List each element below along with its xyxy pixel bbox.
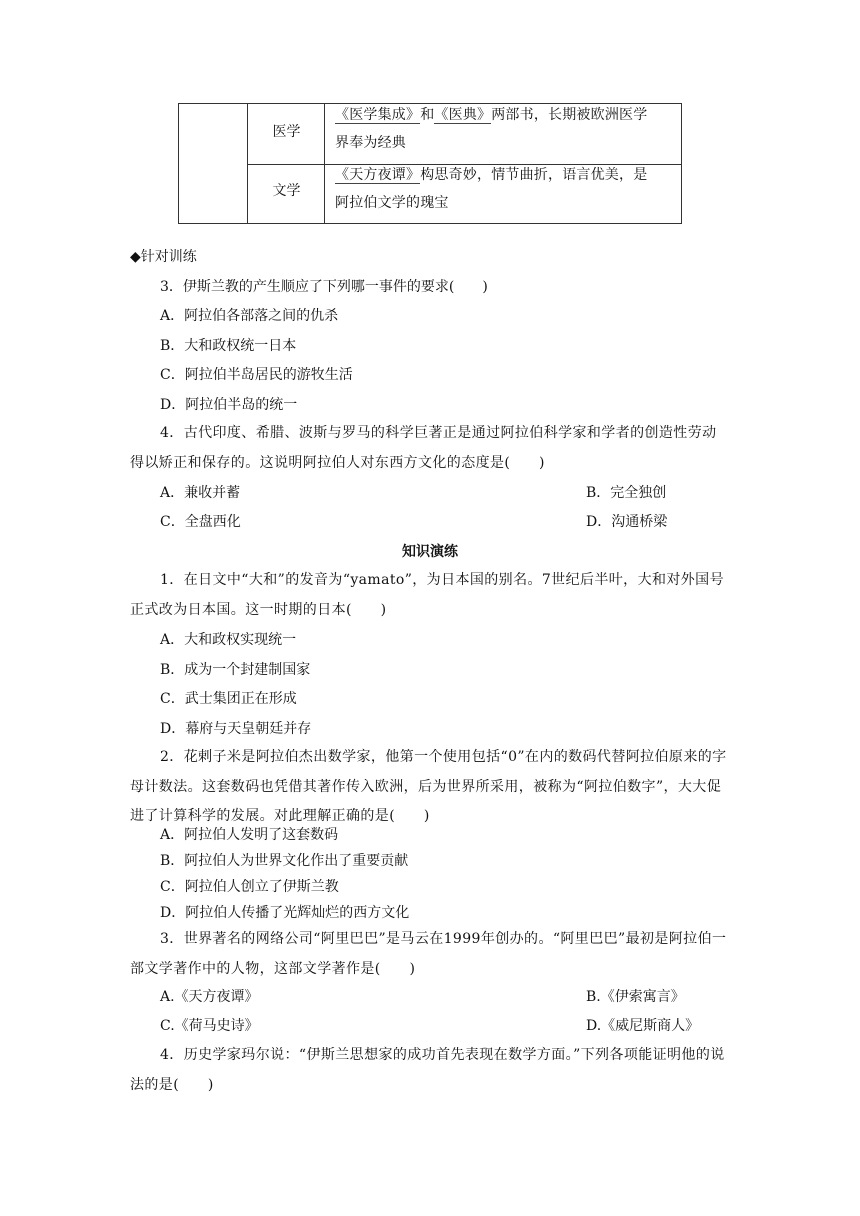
- option-a: A．阿拉伯人发明了这套数码: [160, 827, 339, 843]
- option-c: C．全盘西化: [160, 514, 241, 530]
- question-stem: 4．历史学家玛尔说：“伊斯兰思想家的成功首先表现在数学方面。”下列各项能证明他的说法的是( ): [130, 1047, 725, 1093]
- option-a: A．兼收并蓄: [160, 485, 241, 501]
- book-title: 《天方夜谭》: [335, 167, 421, 183]
- table-row-label-literature: 文学: [272, 183, 301, 199]
- option-a: A．阿拉伯各部落之间的仇杀: [160, 308, 339, 324]
- book-title: 《医典》: [434, 107, 492, 123]
- summary-table: [178, 103, 682, 224]
- option-a: A．大和政权实现统一: [160, 632, 297, 648]
- option-c: C．武士集团正在形成: [160, 691, 297, 707]
- table-row-label-medicine: 医学: [272, 124, 301, 140]
- question-stem: 2．花剌子米是阿拉伯杰出数学家，他第一个使用包括“0”在内的数码代替阿拉伯原来的字母计数法。这套数码也凭借其著作传入欧洲，后为世界所采用，被称为“阿拉伯数字”，大大促进了计算科学的发展。对此理解正确的是( ): [130, 749, 727, 825]
- option-d: D．阿拉伯人传播了光辉灿烂的西方文化: [160, 905, 410, 921]
- text-fragment: 构思奇妙，情节曲折，语言优美，是: [420, 167, 648, 183]
- option-c: C.《荷马史诗》: [160, 1018, 259, 1034]
- table-row-text-literature: [335, 161, 675, 217]
- book-title: 《医学集成》: [335, 107, 421, 123]
- conjunction: 和: [420, 107, 435, 123]
- text-fragment: 阿拉伯文学的瑰宝: [335, 195, 449, 211]
- option-d: D．阿拉伯半岛的统一: [160, 397, 298, 413]
- option-b: B．大和政权统一日本: [160, 338, 297, 354]
- option-c: C．阿拉伯半岛居民的游牧生活: [160, 367, 353, 383]
- table-row-text-medicine: [335, 101, 675, 157]
- question-stem: 4．古代印度、希腊、波斯与罗马的科学巨著正是通过阿拉伯科学家和学者的创造性劳动得以矫正和保存的。这说明阿拉伯人对东西方文化的态度是( ): [130, 425, 717, 471]
- section-heading-exercise: 知识演练: [402, 544, 458, 560]
- option-b: B．阿拉伯人为世界文化作出了重要贡献: [160, 853, 409, 869]
- text-fragment: 两部书，长期被欧洲医学: [491, 107, 648, 123]
- section-label-practice: ◆针对训练: [130, 249, 197, 265]
- text-fragment: 界奉为经典: [335, 135, 406, 151]
- table-merged-cell: [179, 104, 248, 223]
- option-c: C．阿拉伯人创立了伊斯兰教: [160, 879, 339, 895]
- option-d: D.《威尼斯商人》: [586, 1018, 700, 1034]
- option-d: D．幕府与天皇朝廷并存: [160, 721, 312, 737]
- option-b: B．成为一个封建制国家: [160, 662, 311, 678]
- option-a: A.《天方夜谭》: [160, 989, 259, 1005]
- option-b: B.《伊索寓言》: [586, 989, 685, 1005]
- option-b: B．完全独创: [586, 485, 667, 501]
- question-stem: 3．世界著名的网络公司“阿里巴巴”是马云在1999年创办的。“阿里巴巴”最初是阿拉伯一部文学著作中的人物，这部文学著作是( ): [130, 931, 727, 977]
- option-d: D．沟通桥梁: [586, 514, 668, 530]
- question-stem: 3．伊斯兰教的产生顺应了下列哪一事件的要求( ): [160, 279, 488, 295]
- question-stem: 1．在日文中“大和”的发音为“yamato”，为日本国的别名。7世纪后半叶，大和对外国号正式改为日本国。这一时期的日本( ): [130, 572, 724, 618]
